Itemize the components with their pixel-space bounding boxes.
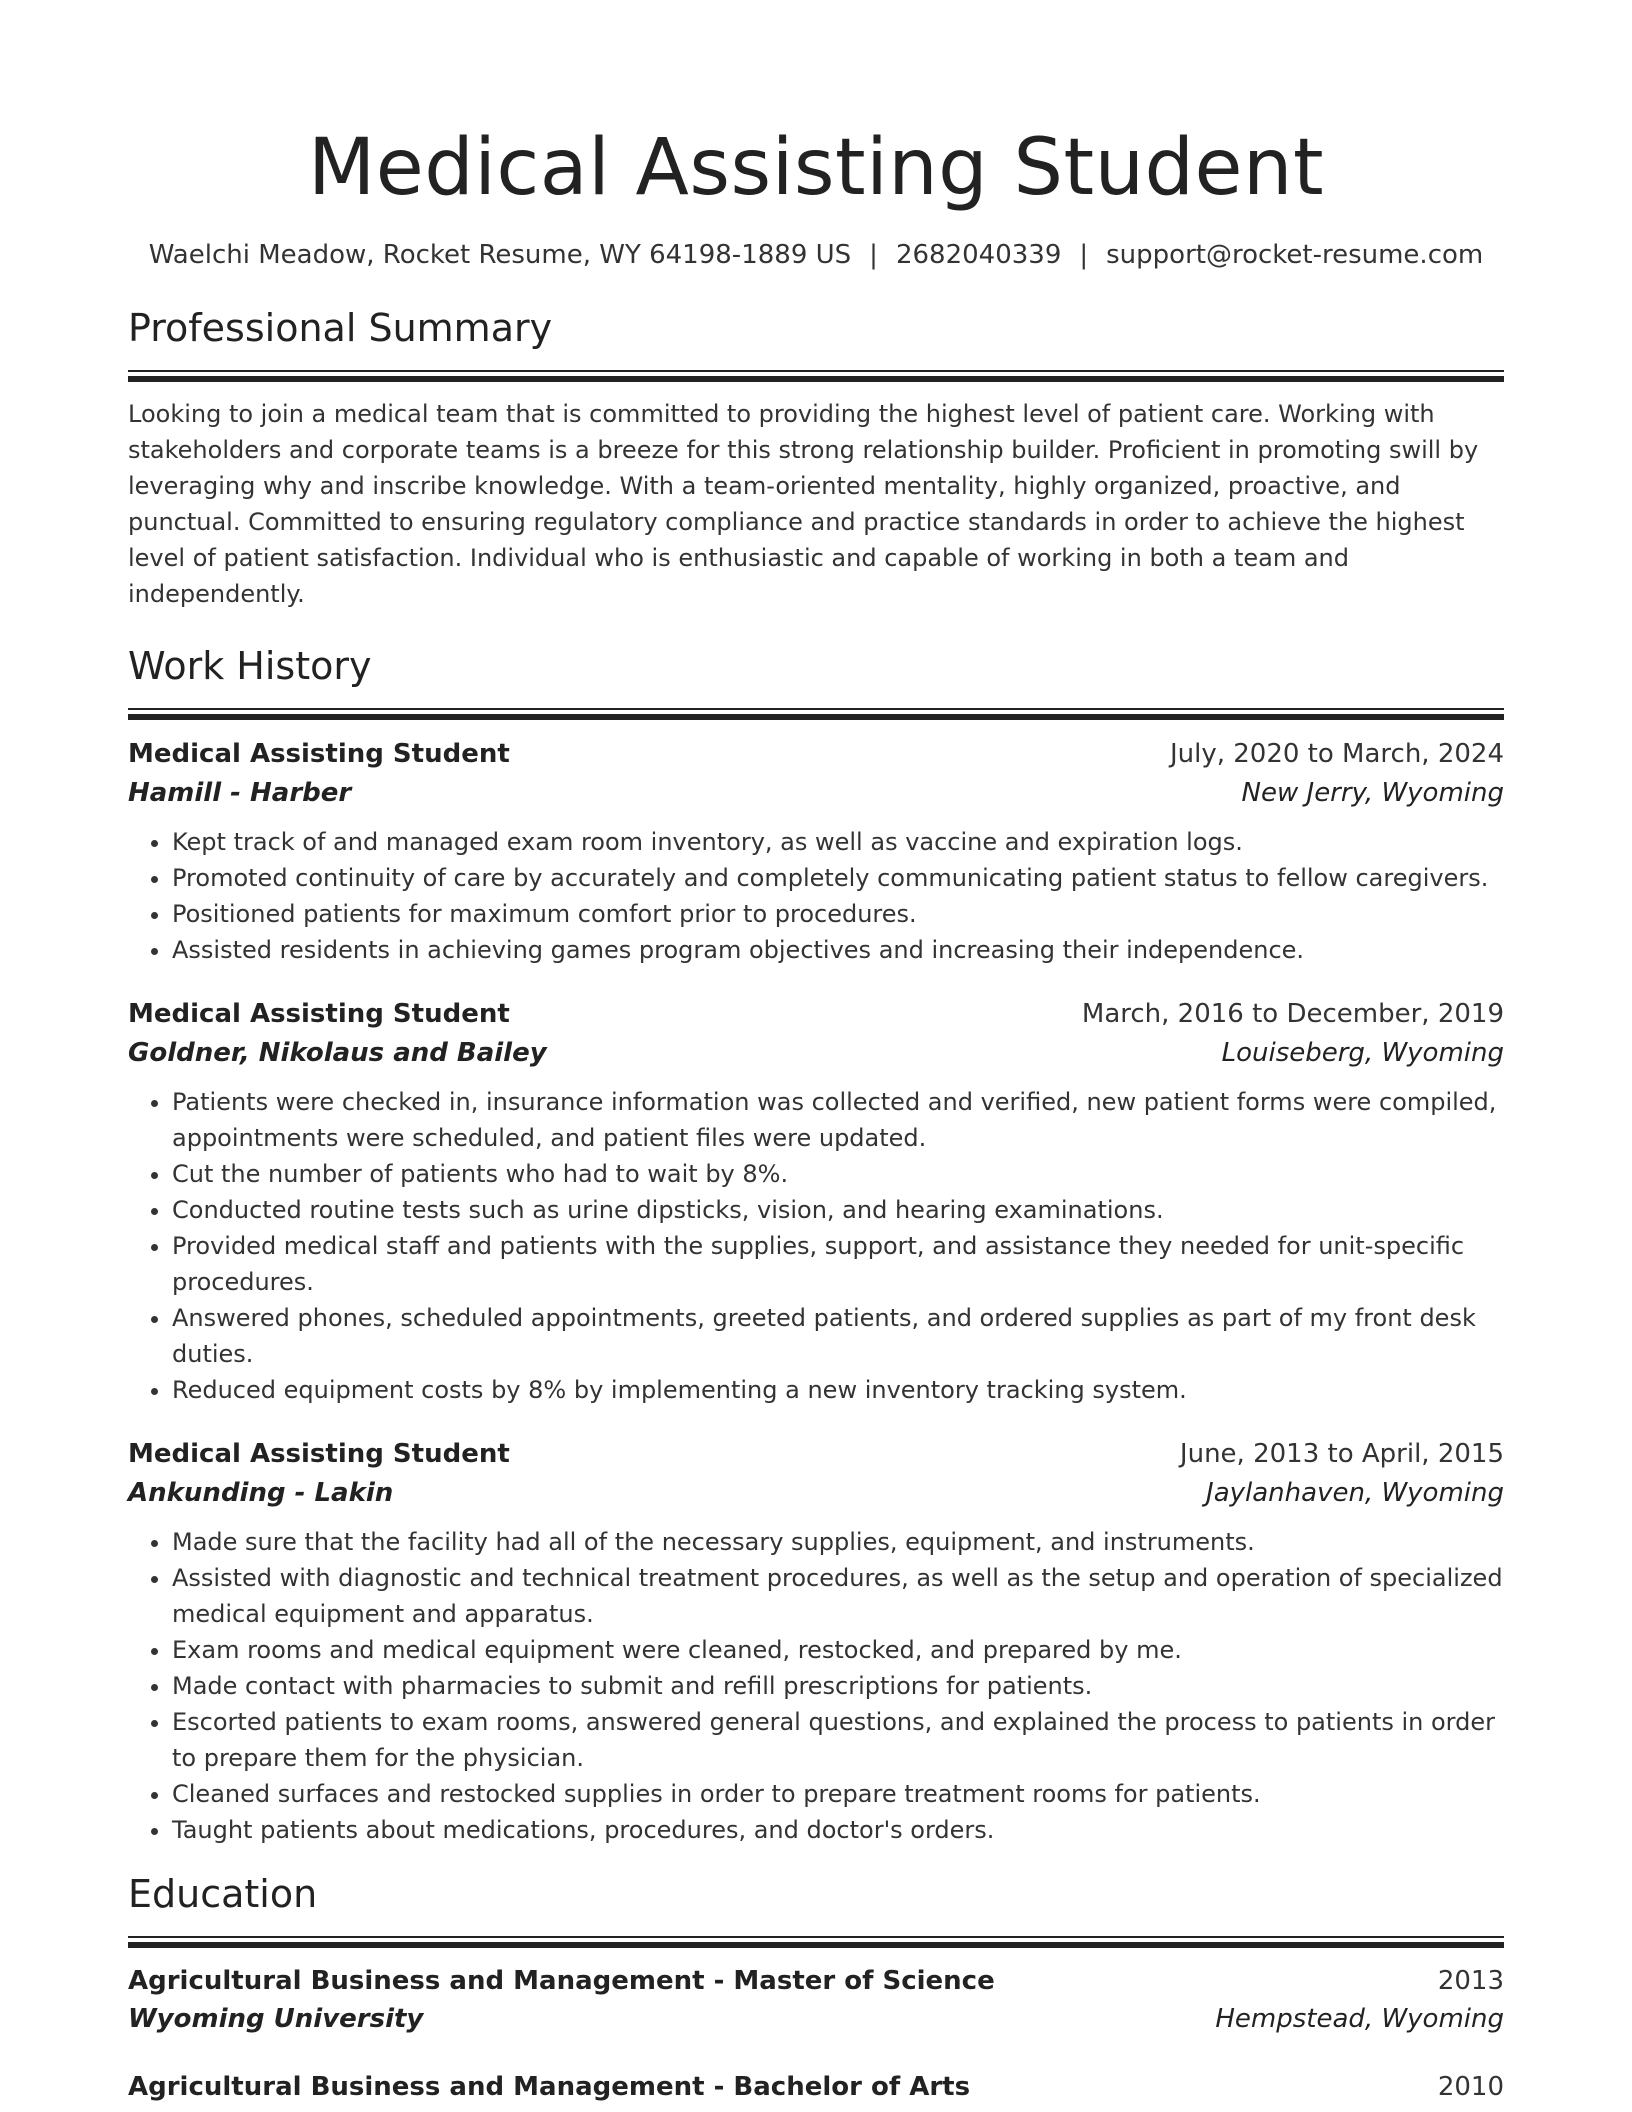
job-bullet: • Conducted routine tests such as urine dipsticks, vision, and hearing examinations. [172, 1192, 1504, 1228]
job-location: Jaylanhaven, Wyoming [1206, 1478, 1504, 1508]
job-bullet: • Assisted with diagnostic and technical treatment procedures, as well as the setup and operation of specialized medical equipment and apparatus. [172, 1560, 1504, 1632]
job-company: Ankunding - Lakin [128, 1478, 394, 1508]
job-header-row [128, 1434, 1504, 1474]
education-degree: Agricultural Business and Management - Bachelor of Arts [128, 2072, 971, 2102]
section-divider [128, 370, 1504, 382]
contact-address: Waelchi Meadow, Rocket Resume, WY 64198-1889 US [148, 240, 852, 270]
job-bullet: • Assisted residents in achieving games program objectives and increasing their independence. [172, 932, 1504, 968]
work-history-heading: Work History [128, 644, 372, 688]
summary-text: Looking to join a medical team that is committed to providing the highest level of patient care. Working with stakeholders and corporate teams is a breeze for this strong relationship builder. Proficient in promoting swill by leveraging why and inscribe knowledge. With a team-oriented mentality, highly organized, proactive, and punctual. Committed to ensuring regulatory compliance and practice standards in order to achieve the highest level of patient satisfaction. Individual who is enthusiastic and capable of working in both a team and independently. [128, 400, 1479, 608]
education-entry [128, 2068, 1504, 2106]
job-title: Medical Assisting Student [128, 999, 510, 1029]
contact-separator: | [1079, 240, 1089, 270]
job-bullet: • Exam rooms and medical equipment were cleaned, restocked, and prepared by me. [172, 1632, 1504, 1668]
job-bullets [128, 824, 1504, 968]
job-dates: June, 2013 to April, 2015 [1179, 1439, 1504, 1469]
contact-phone: 2682040339 [895, 240, 1062, 270]
section-divider [128, 1936, 1504, 1948]
job-header-row [128, 994, 1504, 1034]
education-location: Hempstead, Wyoming [1215, 2004, 1504, 2034]
job-bullets [128, 1524, 1504, 1848]
job-entry [128, 734, 1504, 968]
summary-heading: Professional Summary [128, 306, 553, 350]
job-title: Medical Assisting Student [128, 1439, 510, 1469]
job-bullet: • Cleaned surfaces and restocked supplies in order to prepare treatment rooms for patients. [172, 1776, 1504, 1812]
resume-content [128, 0, 1504, 2106]
education-year: 2013 [1437, 1966, 1504, 1996]
job-company: Hamill - Harber [128, 778, 352, 808]
job-bullet: • Escorted patients to exam rooms, answered general questions, and explained the process to patients in order to prepare them for the physician. [172, 1704, 1504, 1776]
education-school-row [128, 2000, 1504, 2038]
job-bullet: • Reduced equipment costs by 8% by implementing a new inventory tracking system. [172, 1372, 1504, 1408]
contact-separator: | [869, 240, 878, 270]
job-bullet: • Kept track of and managed exam room inventory, as well as vaccine and expiration logs. [172, 824, 1504, 860]
job-bullet: • Answered phones, scheduled appointments, greeted patients, and ordered supplies as part of my front desk duties. [172, 1300, 1504, 1372]
job-bullet: • Taught patients about medications, procedures, and doctor's orders. [172, 1812, 1504, 1848]
job-company: Goldner, Nikolaus and Bailey [128, 1038, 547, 1068]
job-company-row [128, 1474, 1504, 1512]
education-degree: Agricultural Business and Management - Master of Science [128, 1966, 995, 1996]
job-entry [128, 1434, 1504, 1848]
education-heading: Education [128, 1872, 318, 1916]
job-bullet: • Positioned patients for maximum comfort prior to procedures. [172, 896, 1504, 932]
education-header-row [128, 2068, 1504, 2106]
job-bullet: • Cut the number of patients who had to wait by 8%. [172, 1156, 1504, 1192]
section-divider [128, 708, 1504, 720]
candidate-name: Medical Assisting Student [307, 123, 1325, 213]
job-bullets [128, 1084, 1504, 1408]
job-location: New Jerry, Wyoming [1241, 778, 1504, 808]
job-bullet: • Patients were checked in, insurance information was collected and verified, new patient forms were compiled, appointments were scheduled, and patient files were updated. [172, 1084, 1504, 1156]
job-entry [128, 994, 1504, 1408]
contact-line [128, 238, 1504, 272]
education-year: 2010 [1437, 2072, 1504, 2102]
job-bullet: • Made contact with pharmacies to submit and refill prescriptions for patients. [172, 1668, 1504, 1704]
job-bullet: • Provided medical staff and patients with the supplies, support, and assistance they needed for unit-specific procedures. [172, 1228, 1504, 1300]
job-dates: July, 2020 to March, 2024 [1169, 739, 1504, 769]
job-header-row [128, 734, 1504, 774]
job-company-row [128, 774, 1504, 812]
job-dates: March, 2016 to December, 2019 [1081, 999, 1504, 1029]
job-title: Medical Assisting Student [128, 739, 510, 769]
job-location: Louiseberg, Wyoming [1221, 1038, 1504, 1068]
job-bullet: • Made sure that the facility had all of the necessary supplies, equipment, and instruments. [172, 1524, 1504, 1560]
job-bullet: • Promoted continuity of care by accurately and completely communicating patient status to fellow caregivers. [172, 860, 1504, 896]
education-entry [128, 1962, 1504, 2038]
education-school: Wyoming University [128, 2004, 424, 2034]
education-header-row [128, 1962, 1504, 2000]
contact-email: support@rocket-resume.com [1106, 240, 1484, 270]
job-company-row [128, 1034, 1504, 1072]
